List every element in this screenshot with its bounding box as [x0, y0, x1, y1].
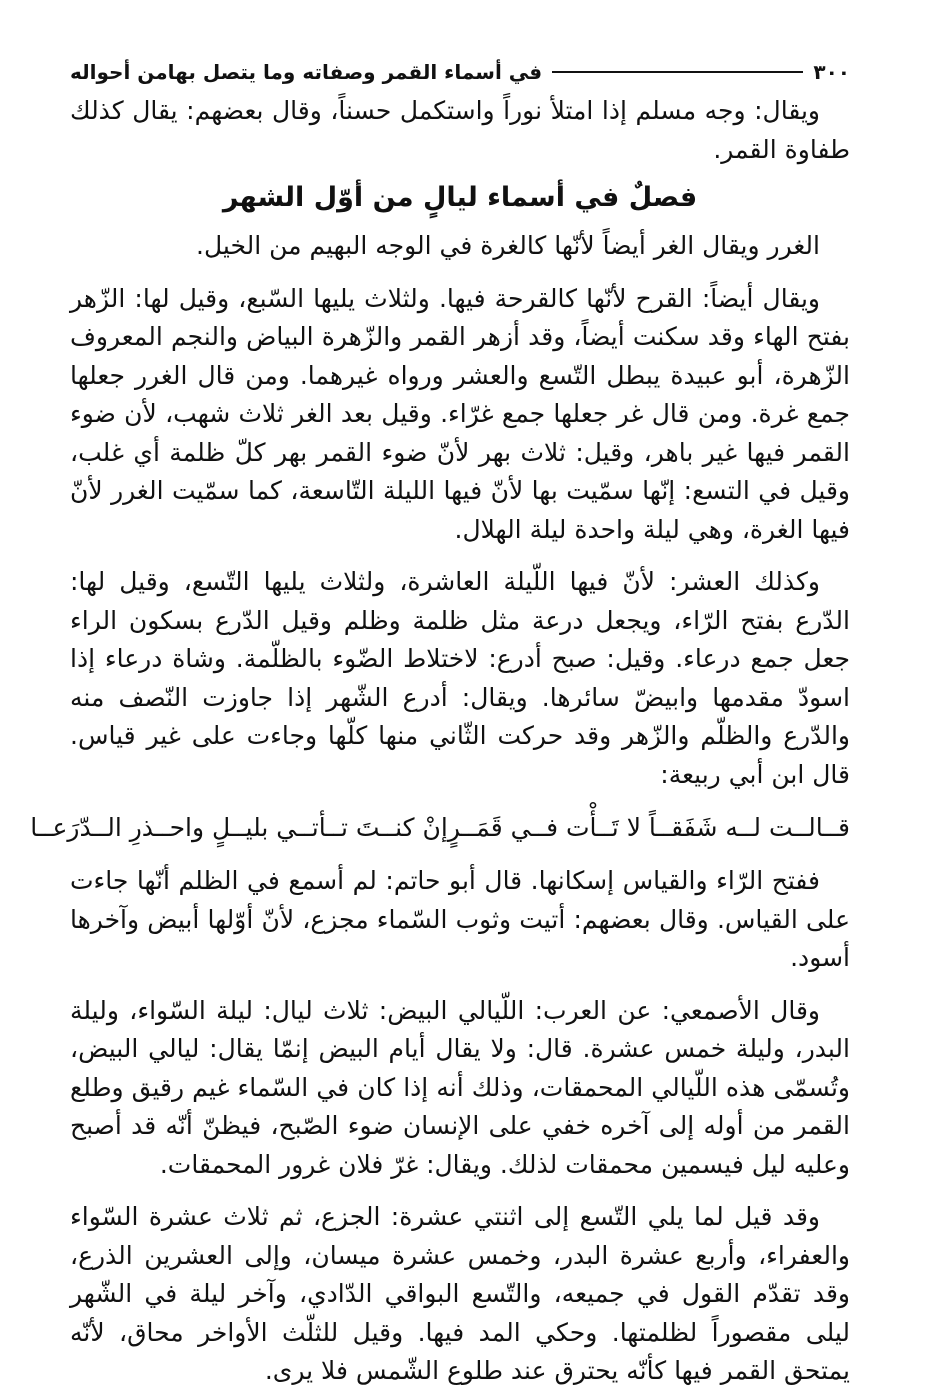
poem-second-hemistich: إنْ كنــتَ تــأتــي بليــلٍ واحــذرِ الــدّرَعــا [30, 813, 448, 842]
paragraph-5: ففتح الرّاء والقياس إسكانها. قال أبو حاتم: لم أسمع في الظلم أنّها جاءت على القياس. وقال بعضهم: أتيت وثوب السّماء مجزع، لأنّ أوّلها أبيض وآخرها أسود. [70, 866, 850, 972]
paragraph-1: ويقال: وجه مسلم إذا امتلأ نوراً واستكمل حسناً، وقال بعضهم: يقال كذلك طفاوة القمر. [70, 96, 850, 164]
poem-verse [30, 808, 850, 848]
paragraph-2: الغرر ويقال الغر أيضاً لأنّها كالغرة في الوجه البهيم من الخيل. [196, 231, 820, 260]
running-title: في أسماء القمر وصفاته وما يتصل بهامن أحواله [70, 60, 543, 84]
paragraph-7: وقد قيل لما يلي التّسع إلى اثنتي عشرة: الجزع، ثم ثلاث عشرة السّواء والعفراء، وأربع عشرة البدر، وخمس عشرة ميسان، وإلى العشرين الذرع، وقد تقدّم القول في جميعه، والتّسع البواقي الدّادي، وآخر ليلة في الشّهر ليلى مقصوراً لظلمتها. وحكي المد فيها. وقيل للثلّث الأواخر محاق، لأنّه يمتحق القمر فيها كأنّه يحترق عند طلوع الشّمس فلا يرى. [70, 1202, 850, 1385]
page-number: ٣٠٠ [813, 60, 850, 84]
page-header [70, 52, 850, 92]
paragraph-6: وقال الأصمعي: عن العرب: اللّيالي البيض: ثلاث ليال: ليلة السّواء، وليلة البدر، وليلة خمس عشرة. قال: ولا يقال أيام البيض إنمّا يقال: ليالي البيض، وتُسمّى هذه اللّيالي المحمقات، وذلك أنه إذا كان في السّماء غيم رقيق وطلع القمر من أوله إلى آخره خفي على الإنسان ضوء الصّبح، فيظنّ أنّه قد أصبح وعليه ليل فيسمين محمقات لذلك. ويقال: غرّ فلان غرور المحمقات. [70, 995, 850, 1179]
paragraph-3: ويقال أيضاً: القرح لأنّها كالقرحة فيها. ولثلاث يليها السّبع، وقيل لها: الزّهر بفتح الهاء وقد سكنت أيضاً، وقد أزهر القمر والزّهرة البياض والنجم المعروف الزّهرة، أبو عبيدة يبطل التّسع والعشر ورواه غيرهما. ومن قال الغرر جعلها جمع غرة. ومن قال غر جعلها جمع غرّاء. وقيل بعد الغر ثلاث شهب، لأن ضوء القمر فيها غير باهر، وقيل: ثلاث بهر لأنّ ضوء القمر بهر كلّ ظلمة أي غلب، وقيل في التسع: إنّها سمّيت بها لأنّ فيها الليلة التّاسعة، كما سمّيت الغرر لأنّ فيها الغرة، وهي ليلة واحدة ليلة الهلال. [70, 283, 850, 544]
poem-first-hemistich: قــالــت لــه شَفَقــاً لا تَــأْت فــي قَمَــرٍ [447, 813, 850, 842]
paragraph-4: وكذلك العشر: لأنّ فيها اللّيلة العاشرة، ولثلاث يليها التّسع، وقيل لها: الدّرع بفتح الرّاء، ويجعل درعة مثل ظلمة وظلم وقيل الدّرع بسكون الراء جعل جمع درعاء. وقيل: صبح أدرع: لاختلاط الضّوء بالظلّمة. وشاة درعاء إذا اسودّ مقدمها وابيضّ سائرها. ويقال: أدرع الشّهر إذا جاوزت النّصف منه والدّرع والظلّم والزّهر وقد حركت الثّاني منها كلّها وجاءت على غير قياس. قال ابن أبي ربيعة: [70, 567, 850, 789]
header-rule [552, 71, 803, 73]
section-title: فصلٌ في أسماء ليالٍ من أوّل الشهر [222, 182, 698, 213]
book-page [30, 52, 850, 1391]
